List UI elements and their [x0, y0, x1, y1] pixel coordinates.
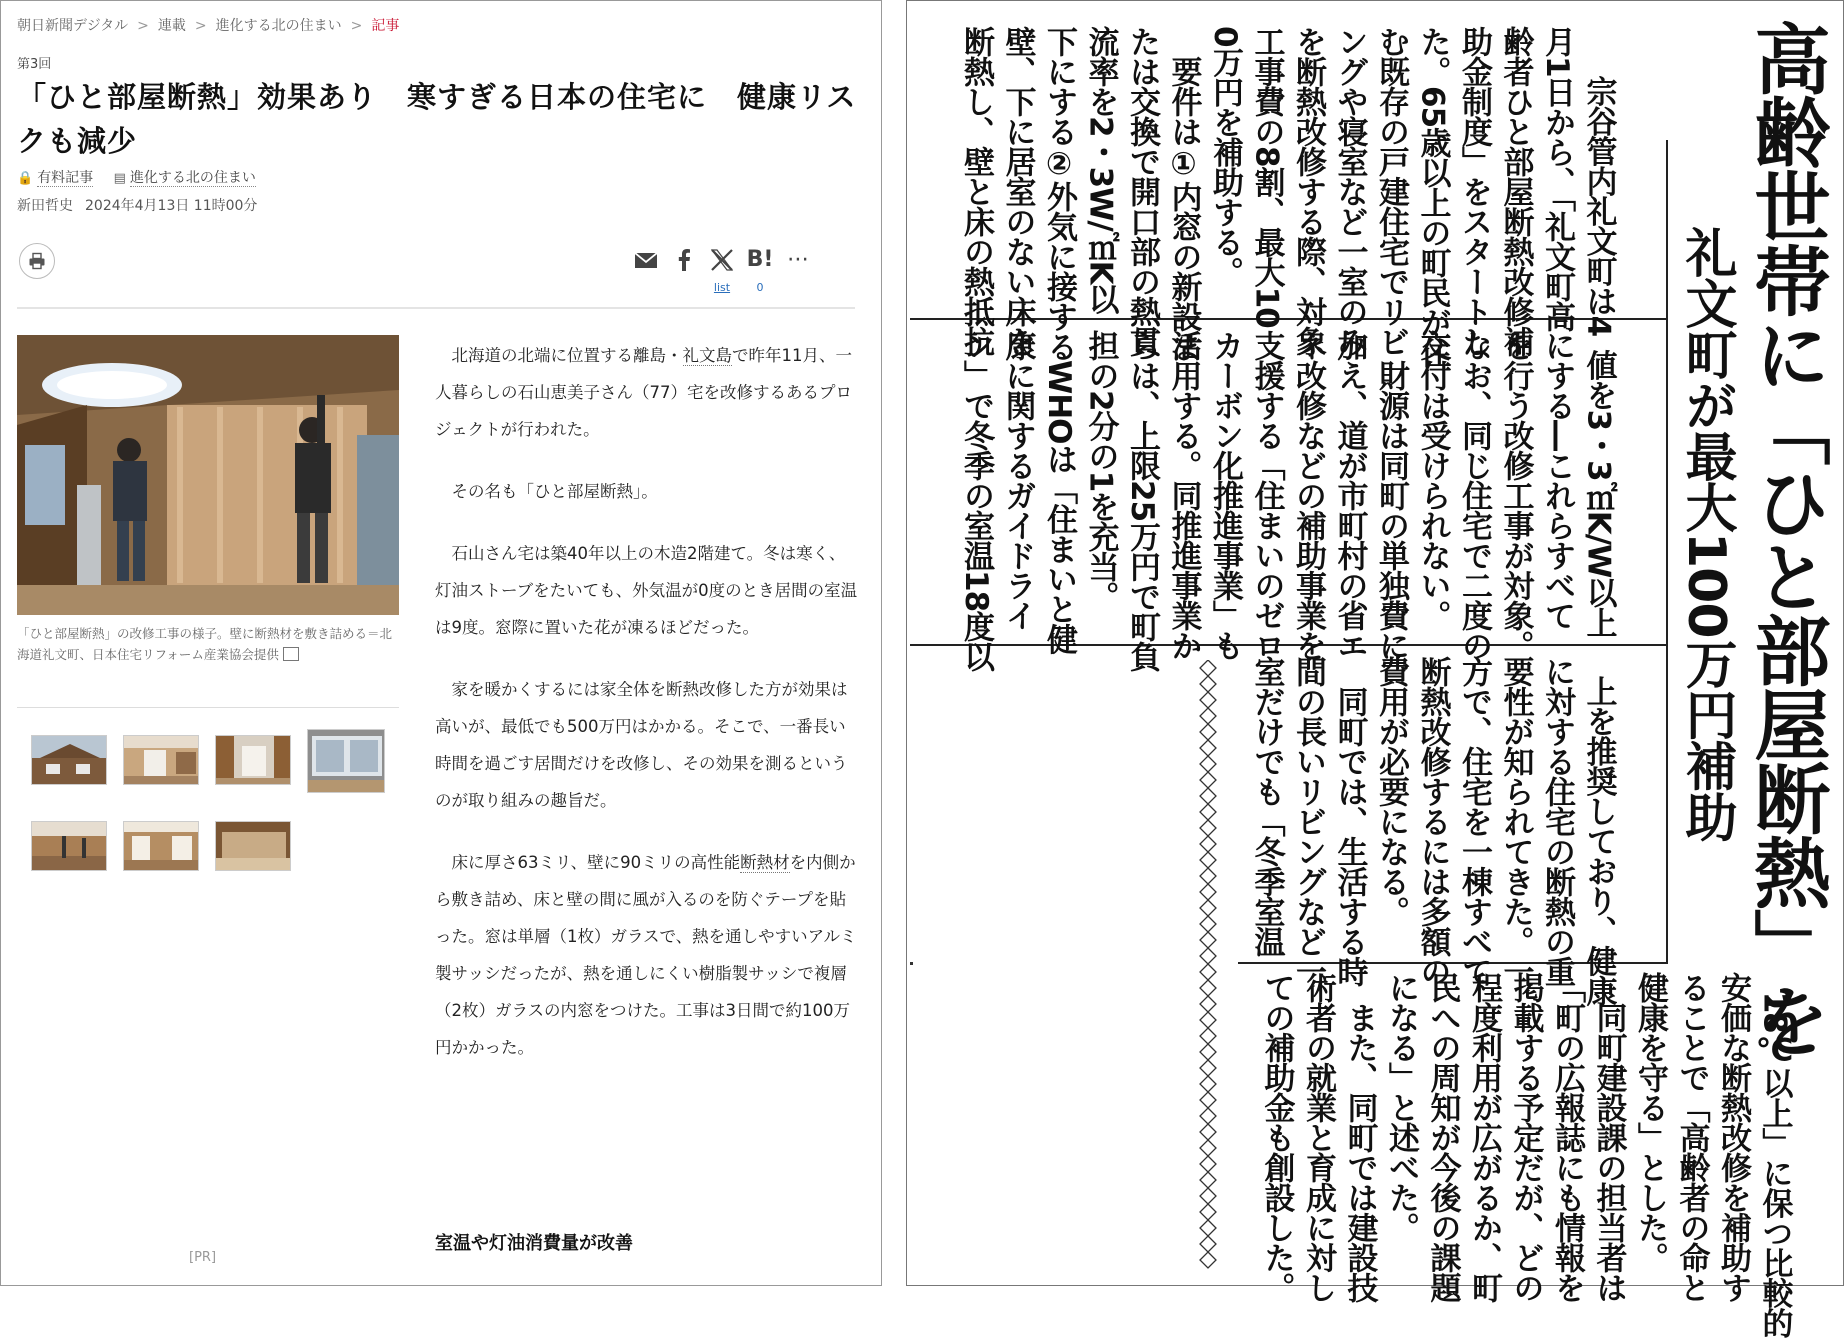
paragraph: 家を暖かくするには家全体を断熱改修した方が効果は高いが、最低でも500万円はかかる。そこで、一番長い時間を過ごす居間だけを改修し、その効果を測るというのが取り組みの趣旨だ。 [435, 680, 848, 810]
pr-label: [PR] [189, 1250, 217, 1265]
column-line: 断熱改修するには多額の [1414, 656, 1451, 986]
more-icon[interactable]: ⋯ [787, 247, 809, 272]
byline [17, 195, 257, 215]
column-line: カーボン化推進事業」も [1207, 330, 1243, 660]
column-line: 0万円を補助する。 [1207, 26, 1243, 287]
column-line: 同町では、生活する時 [1331, 656, 1368, 986]
hatena-icon[interactable]: B! [746, 247, 774, 272]
divider [17, 707, 399, 708]
hatena-count: 0 [756, 281, 764, 294]
column-rule [910, 644, 1666, 646]
column-line: になる」と述べた。 [1383, 972, 1419, 1242]
paragraph-text: を内側から敷き詰め、床と壁の間に風が入るのを防ぐテープを貼った。窓は単層（1枚）ガラスで、熱を通しやすいアルミ製サッシだったが、熱を通しにくい樹脂製サッシで複層（2枚）ガラスの内窓をつけた。工事は3日間で約100万円かかった。 [435, 853, 857, 1057]
column-line: 流率を2・3W/㎡K以 [1082, 26, 1119, 314]
photo-caption [17, 623, 399, 665]
breadcrumb-series-list[interactable]: 連載 [157, 18, 186, 34]
list-icon: ▤ [113, 171, 126, 186]
breadcrumb-home[interactable]: 朝日新聞デジタル [17, 18, 129, 34]
photo-thumbnail[interactable] [215, 821, 291, 871]
print-button[interactable] [19, 243, 55, 279]
column-line: 掲載する予定だが、どの [1507, 972, 1544, 1302]
column-line: 月1日から、「礼文町高 [1539, 26, 1575, 332]
column-line: 助金制度」をスタートし [1456, 26, 1492, 356]
column-line: 財源は同町の単独費に [1373, 330, 1409, 660]
column-line: 下にする②外気に接する [1041, 26, 1077, 361]
margin-mark [910, 962, 913, 965]
main-photo[interactable] [17, 335, 399, 615]
breadcrumb [17, 15, 399, 35]
column-line: 工事費の8割、最大10 [1248, 26, 1285, 328]
column-line: ネ改修などの補助事業を [1290, 330, 1326, 660]
column-line: む既存の戸建住宅でリビ [1373, 26, 1409, 356]
paid-article-tag[interactable]: 有料記事 [37, 170, 94, 186]
author-name: 新田哲史 [17, 198, 73, 214]
column-line: 18℃以上」に保つ比較的 [1756, 991, 1793, 1338]
episode-label: 第3回 [17, 57, 52, 72]
breadcrumb-current: 記事 [371, 18, 400, 34]
mail-icon[interactable] [631, 247, 661, 279]
column-line: 健康を守る」とした。 [1632, 972, 1668, 1272]
photo-caption-text: 「ひと部屋断熱」の改修工事の様子。壁に断熱材を敷き詰める＝北海道礼文町、日本住宅リフォーム産業協会提供 [17, 626, 393, 662]
keyword-link-rebun[interactable]: 礼文島 [682, 346, 732, 365]
list-link[interactable]: list [713, 281, 731, 294]
publish-date: 2024年4月13日 11時00分 [85, 198, 258, 214]
photo-thumbnail[interactable] [31, 821, 107, 871]
column-line: 担の2分の1を充当。 [1082, 330, 1119, 612]
paragraph-text: で昨年11月、一人暮らしの石山恵美子さん（77）宅を改修するあるプロジェクトが行われた。 [435, 346, 852, 439]
column-line: 程度利用が広がるか、町 [1466, 972, 1502, 1302]
column-line: たは交換で開口部の熱貫 [1124, 26, 1160, 356]
photo-thumbnail[interactable] [307, 729, 385, 793]
column-line: 加え、道が市町村の省エ [1331, 330, 1368, 660]
column-line: 宗谷管内礼文町は4 [1580, 45, 1617, 337]
column-line: 要性が知られてきた。一 [1497, 656, 1534, 986]
paragraph-text: 床に厚さ63ミリ、壁に90ミリの高性能 [451, 853, 741, 872]
column-line: 上を推奨しており、健康 [1580, 675, 1617, 1006]
column-line: 「町の広報誌にも情報を [1549, 972, 1585, 1302]
column-line: 値を3・3㎡K/W以上 [1580, 349, 1617, 638]
divider [17, 307, 855, 309]
column-line: を断熱改修する際、対象 [1290, 26, 1326, 356]
zigzag-divider [1196, 660, 1220, 1270]
facebook-icon[interactable] [669, 247, 699, 279]
article-headline: 「ひと部屋断熱」効果あり 寒すぎる日本の住宅に 健康リスクも減少 [17, 80, 857, 158]
column-line: また、同町では建設技 [1341, 972, 1378, 1302]
breadcrumb-separator: > [137, 18, 149, 34]
paragraph [435, 337, 859, 448]
column-line: にする―これらすべて [1539, 330, 1575, 630]
column-rule [1666, 140, 1668, 964]
newspaper-headline: 高齢世帯に「ひと部屋断熱」を [1742, 20, 1831, 1056]
column-line: に対する住宅の断熱の重 [1539, 656, 1575, 986]
paragraph: 石山さん宅は築40年以上の木造2階建て。冬は寒く、灯油ストーブをたいても、外気温が0度のとき居間の室温は9度。窓際に置いた花が凍るほどだった。 [435, 544, 858, 637]
x-icon[interactable] [707, 247, 737, 279]
photo-thumbnail[interactable] [123, 821, 199, 871]
image-icon[interactable] [283, 647, 299, 661]
column-line: 齢者ひと部屋断熱改修補 [1497, 26, 1534, 356]
breadcrumb-separator: > [194, 18, 207, 34]
photo-thumbnail[interactable] [215, 735, 291, 785]
photo-thumbnail[interactable] [123, 735, 199, 785]
column-line: た。65歳以上の町民が住 [1414, 26, 1451, 368]
photo-thumbnail[interactable] [31, 735, 107, 785]
column-line: 交付は受けられない。 [1414, 330, 1451, 630]
column-line: を行う改修工事が対象。 [1497, 330, 1534, 660]
lock-icon: 🔒 [17, 171, 34, 186]
column-line: なお、同じ住宅で二度の [1456, 330, 1492, 660]
column-line: 活用する。同推進事業か [1165, 330, 1202, 660]
column-line: ての補助金も創設した。 [1258, 972, 1295, 1302]
news-column-block-middle [916, 330, 1660, 672]
article-tags [17, 167, 272, 187]
column-line: 壁、下に居室のない床を [999, 26, 1036, 356]
column-line: 安価な断熱改修を補助す [1715, 972, 1751, 1302]
news-column-block-bottom [1240, 972, 1836, 1338]
column-line: ることで「高齢者の命と [1673, 972, 1710, 1302]
printer-icon [28, 252, 46, 270]
column-line: 術者の就業と育成に対し [1300, 972, 1336, 1302]
column-line: 室だけでも「冬季室温 [1248, 656, 1285, 956]
news-column-block-lower [1240, 656, 1660, 1006]
column-line: 民への周知が今後の課題 [1424, 972, 1461, 1302]
news-column-block-top [916, 26, 1660, 368]
column-line: 間の長いリビングなど一 [1290, 656, 1326, 986]
newspaper-subheadline: 礼文町が最大100万円補助 [1676, 226, 1736, 842]
column-line: 費用が必要になる。 [1373, 656, 1409, 926]
breadcrumb-series[interactable]: 進化する北の住まい [215, 18, 342, 34]
paragraph [435, 844, 859, 1066]
keyword-link-insulation[interactable]: 断熱材 [740, 853, 790, 872]
column-line: 断熱し、壁と床の熱抵抗 [958, 26, 994, 356]
column-line: 康に関するガイドライ [999, 330, 1036, 630]
series-tag[interactable]: 進化する北の住まい [129, 170, 256, 186]
column-line: WHOは「住まいと健 [1041, 330, 1077, 654]
column-line: ングや寝室など一室のみ [1331, 26, 1368, 356]
article-body [435, 337, 859, 1091]
web-article-panel [0, 0, 882, 1286]
paragraph-text: 北海道の北端に位置する離島・ [451, 346, 683, 365]
column-line: らは、上限25万円で町負 [1124, 330, 1160, 672]
breadcrumb-separator: > [350, 18, 363, 34]
column-line: 方で、住宅を一棟すべて [1456, 656, 1492, 986]
column-line: 支援する「住まいのゼロ [1248, 330, 1285, 660]
column-line: ン」で冬季の室温18度以 [958, 330, 994, 672]
article-subheading: 室温や灯油消費量が改善 [435, 1233, 633, 1254]
paragraph: その名も「ひと部屋断熱」。 [451, 482, 658, 501]
column-line: 同町建設課の担当者は [1590, 972, 1627, 1302]
column-line: 要件は①内窓の新設ま [1165, 26, 1202, 361]
